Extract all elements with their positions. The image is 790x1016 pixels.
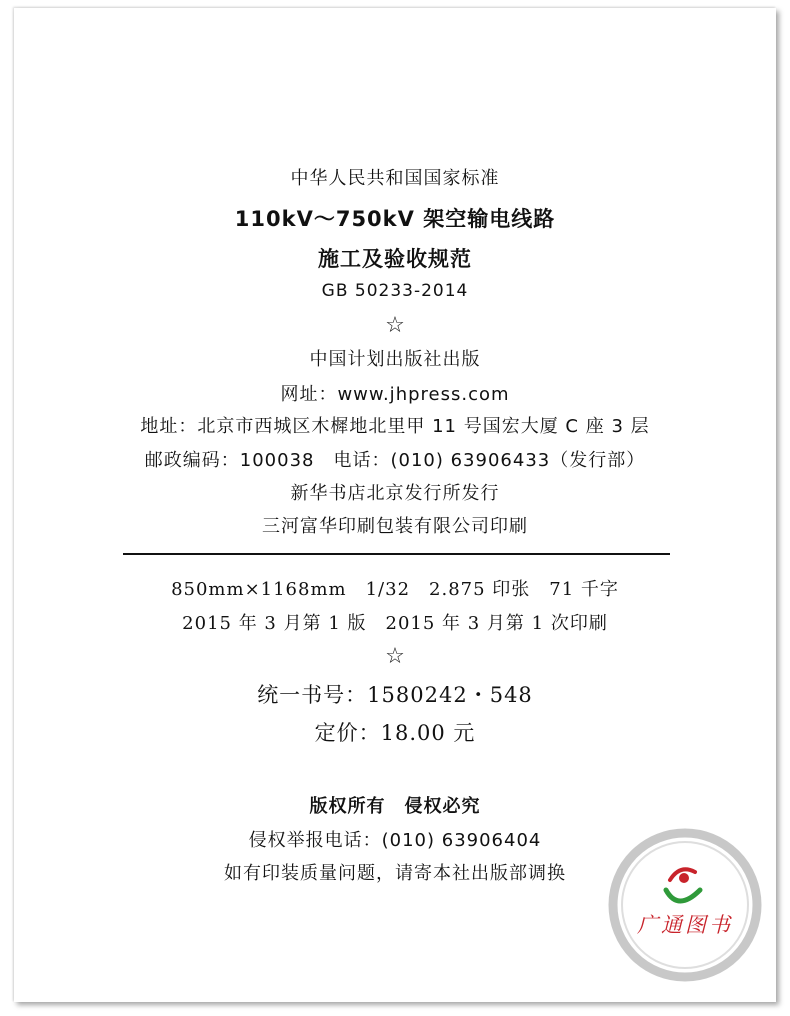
rights-notice: 版权所有 侵权必究 [309, 796, 481, 817]
printer: 三河富华印刷包装有限公司印刷 [262, 516, 528, 537]
edition-info: 2015 年 3 月第 1 版 2015 年 3 月第 1 次印刷 [182, 613, 608, 634]
publisher-name: 中国计划出版社出版 [309, 349, 481, 370]
svg-text:广通图书: 广通图书 [637, 913, 733, 937]
star-divider-1: ☆ [385, 313, 405, 338]
distributor: 新华书店北京发行所发行 [290, 483, 500, 504]
price: 定价：18.00 元 [314, 721, 476, 745]
title-line-2: 施工及验收规范 [318, 247, 472, 271]
guangtong-stamp-logo [600, 820, 770, 990]
star-divider-2: ☆ [385, 644, 405, 669]
book-number: 统一书号：1580242・548 [257, 683, 533, 707]
publisher-website: 网址：www.jhpress.com [280, 384, 510, 405]
publisher-postal-phone: 邮政编码：100038 电话：(010) 63906433（发行部） [144, 450, 646, 471]
standard-type: 中华人民共和国国家标准 [290, 168, 500, 189]
quality-notice: 如有印装质量问题，请寄本社出版部调换 [224, 863, 566, 884]
print-format: 850mm×1168mm 1/32 2.875 印张 71 千字 [171, 579, 619, 600]
title-line-1: 110kV～750kV 架空输电线路 [234, 207, 556, 231]
publisher-address: 地址：北京市西城区木樨地北里甲 11 号国宏大厦 C 座 3 层 [140, 416, 650, 437]
horizontal-rule [123, 553, 670, 555]
report-phone: 侵权举报电话：(010) 63906404 [248, 830, 542, 851]
standard-code: GB 50233-2014 [321, 281, 469, 301]
